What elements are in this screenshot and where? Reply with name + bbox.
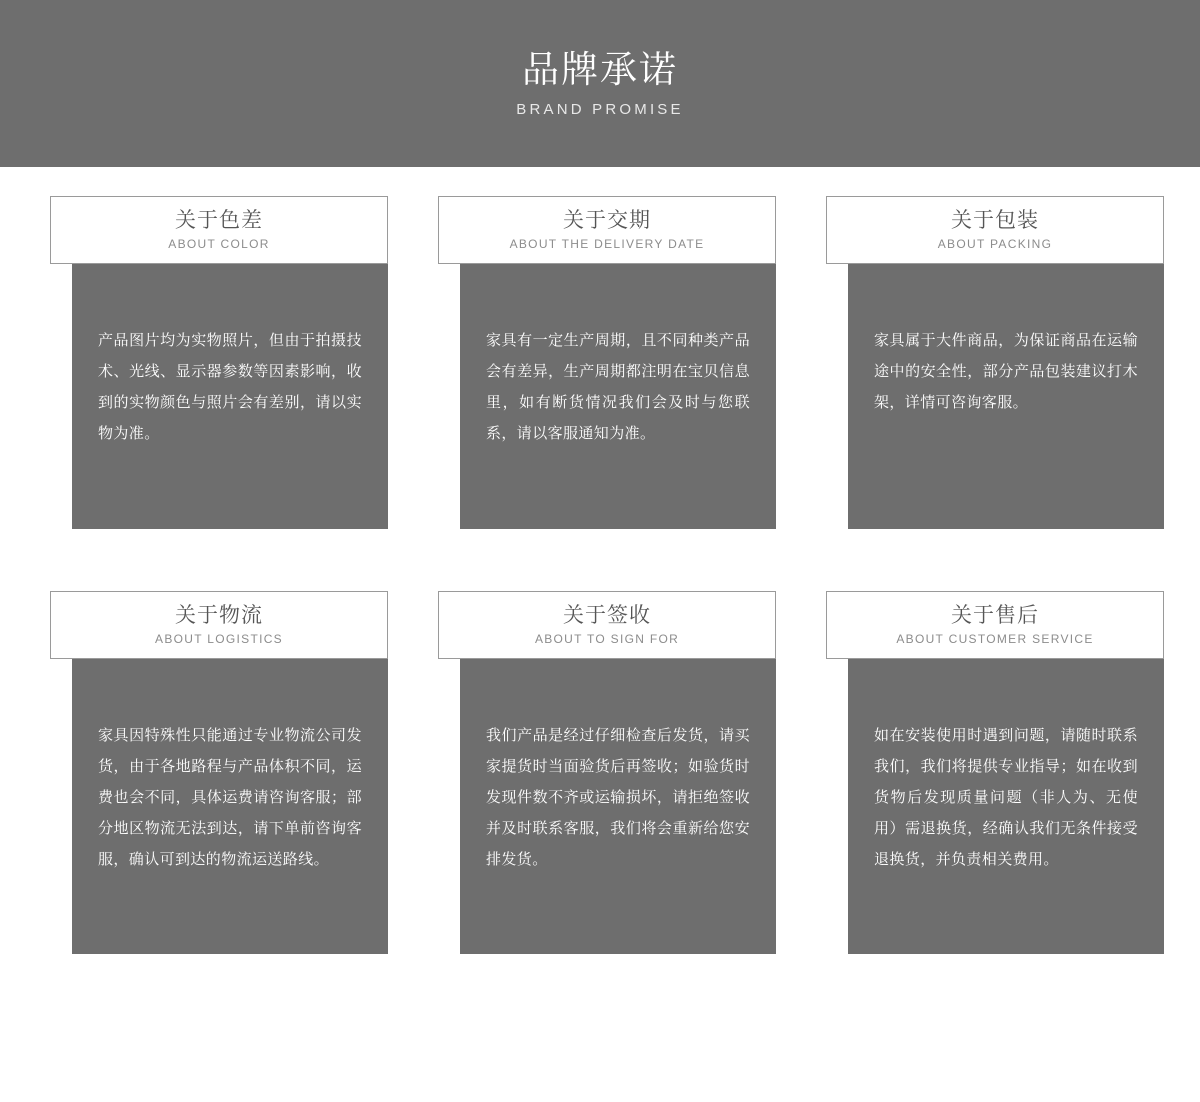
- card-title-cn: 关于交期: [563, 208, 651, 232]
- promise-card-grid: [0, 167, 1200, 954]
- page-subtitle: BRAND PROMISE: [516, 101, 684, 119]
- promise-cell: [776, 196, 1164, 529]
- card-text: 家具有一定生产周期，且不同种类产品会有差异，生产周期都注明在宝贝信息里，如有断货情况我们会及时与您联系，请以客服通知为准。: [486, 332, 750, 442]
- card-header: [438, 196, 776, 264]
- card-body: [460, 654, 776, 954]
- promise-card-logistics: [50, 591, 388, 954]
- promise-cell: [776, 591, 1164, 954]
- card-text: 产品图片均为实物照片，但由于拍摄技术、光线、显示器参数等因素影响，收到的实物颜色与照片会有差别，请以实物为准。: [98, 332, 362, 442]
- promise-cell: [0, 196, 388, 529]
- card-title-en: ABOUT LOGISTICS: [155, 632, 283, 647]
- card-title-cn: 关于签收: [563, 603, 651, 627]
- card-body: [848, 654, 1164, 954]
- promise-card-packing: [826, 196, 1164, 529]
- card-body: [72, 259, 388, 529]
- card-text: 家具因特殊性只能通过专业物流公司发货，由于各地路程与产品体积不同，运费也会不同，具体运费请咨询客服；部分地区物流无法到达，请下单前咨询客服，确认可到达的物流运送路线。: [98, 727, 362, 868]
- card-header: [50, 196, 388, 264]
- promise-card-customer-service: [826, 591, 1164, 954]
- card-title-en: ABOUT PACKING: [937, 237, 1053, 252]
- promise-card-color: [50, 196, 388, 529]
- promise-cell: [0, 591, 388, 954]
- card-header: [826, 591, 1164, 659]
- card-title-en: ABOUT TO SIGN FOR: [534, 632, 680, 647]
- card-header: [50, 591, 388, 659]
- page-title: 品牌承诺: [522, 48, 678, 90]
- promise-row-1: [0, 196, 1200, 529]
- card-title-cn: 关于物流: [175, 603, 263, 627]
- card-body: [460, 259, 776, 529]
- card-title-en: ABOUT THE DELIVERY DATE: [509, 237, 705, 252]
- card-text: 我们产品是经过仔细检查后发货，请买家提货时当面验货后再签收；如验货时发现件数不齐或运输损坏，请拒绝签收并及时联系客服，我们将会重新给您安排发货。: [486, 727, 750, 868]
- promise-cell: [388, 591, 776, 954]
- card-header: [438, 591, 776, 659]
- card-title-cn: 关于售后: [951, 603, 1039, 627]
- card-body: [72, 654, 388, 954]
- card-body: [848, 259, 1164, 529]
- promise-cell: [388, 196, 776, 529]
- card-title-cn: 关于包装: [951, 208, 1039, 232]
- promise-card-delivery-date: [438, 196, 776, 529]
- brand-promise-banner: [0, 0, 1200, 167]
- card-title-cn: 关于色差: [175, 208, 263, 232]
- card-title-en: ABOUT CUSTOMER SERVICE: [896, 632, 1094, 647]
- card-text: 家具属于大件商品，为保证商品在运输途中的安全性，部分产品包装建议打木架，详情可咨询客服。: [874, 332, 1138, 411]
- card-title-en: ABOUT COLOR: [168, 237, 270, 252]
- promise-row-2: [0, 591, 1200, 954]
- promise-card-sign-for: [438, 591, 776, 954]
- card-text: 如在安装使用时遇到问题，请随时联系我们，我们将提供专业指导；如在收到货物后发现质量问题（非人为、无使用）需退换货，经确认我们无条件接受退换货，并负责相关费用。: [874, 727, 1138, 868]
- card-header: [826, 196, 1164, 264]
